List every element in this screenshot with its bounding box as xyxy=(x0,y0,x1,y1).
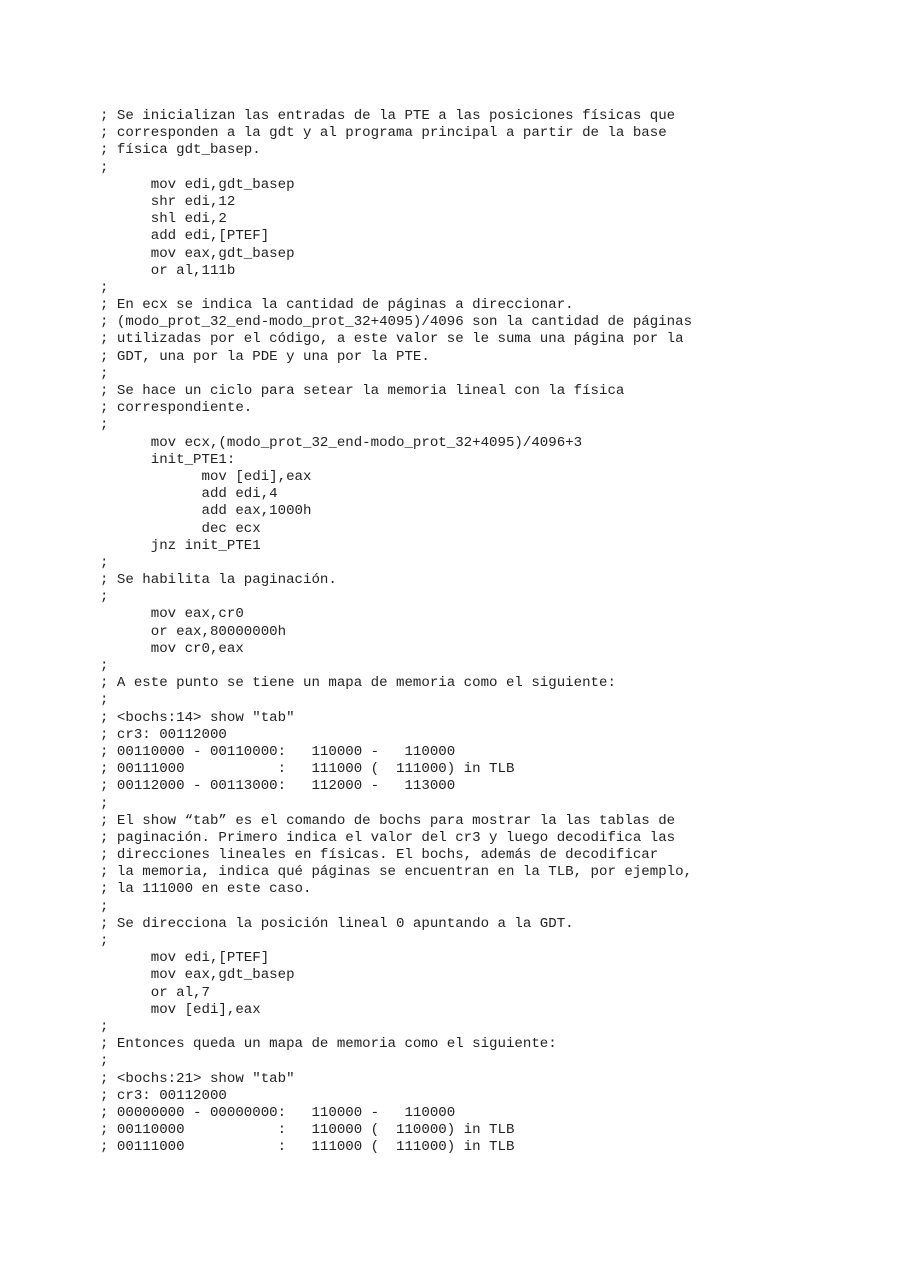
code-line: ; 00112000 - 00113000: 112000 - 113000 xyxy=(100,778,456,795)
code-line: ; En ecx se indica la cantidad de páginas a direccionar. xyxy=(100,297,574,314)
code-line: mov [edi],eax xyxy=(100,468,312,485)
code-line: ; correspondiente. xyxy=(100,400,253,417)
code-line: mov edi,[PTEF] xyxy=(100,950,270,967)
code-line: or al,7 xyxy=(100,984,210,1001)
code-line: shl edi,2 xyxy=(100,211,227,228)
code-line: ; xyxy=(100,365,109,382)
code-line: ; paginación. Primero indica el valor del cr3 y luego decodifica las xyxy=(100,829,676,846)
code-line: ; utilizadas por el código, a este valor se le suma una página por la xyxy=(100,331,684,348)
code-line: ; xyxy=(100,1018,109,1035)
code-line: ; GDT, una por la PDE y una por la PTE. xyxy=(100,348,430,365)
code-line: ; xyxy=(100,692,109,709)
code-line: ; corresponden a la gdt y al programa principal a partir de la base xyxy=(100,125,667,142)
code-line: ; Se habilita la paginación. xyxy=(100,572,337,589)
code-line: ; xyxy=(100,589,109,606)
code-line: ; 00110000 : 110000 ( 110000) in TLB xyxy=(100,1122,515,1139)
code-line: add edi,[PTEF] xyxy=(100,228,270,245)
code-line: ; física gdt_basep. xyxy=(100,142,261,159)
code-line: ; xyxy=(100,658,109,674)
code-line: ; la memoria, indica qué páginas se encuentran en la TLB, por ejemplo, xyxy=(100,864,693,881)
code-line: ; xyxy=(100,1053,109,1070)
code-line: ; cr3: 00112000 xyxy=(100,1087,227,1104)
code-line: mov eax,cr0 xyxy=(100,606,244,623)
code-line: add eax,1000h xyxy=(100,503,312,520)
code-line: ; xyxy=(100,933,109,949)
document-page xyxy=(100,108,880,1156)
code-line: ; 00111000 : 111000 ( 111000) in TLB xyxy=(100,761,515,778)
code-line: mov [edi],eax xyxy=(100,1001,261,1018)
code-line: ; la 111000 en este caso. xyxy=(100,881,312,898)
code-line: ; cr3: 00112000 xyxy=(100,726,227,743)
code-line: ; Se hace un ciclo para setear la memoria lineal con la física xyxy=(100,383,625,399)
code-line: ; Se direcciona la posición lineal 0 apuntando a la GDT. xyxy=(100,915,574,932)
code-line: ; direcciones lineales en físicas. El bochs, además de decodificar xyxy=(100,847,659,864)
code-line: ; xyxy=(100,898,109,915)
code-line: ; Entonces queda un mapa de memoria como el siguiente: xyxy=(100,1036,557,1053)
code-line: ; xyxy=(100,279,109,296)
code-line: mov eax,gdt_basep xyxy=(100,967,295,984)
code-line: ; <bochs:14> show "tab" xyxy=(100,709,295,726)
code-line: ; 00000000 - 00000000: 110000 - 110000 xyxy=(100,1104,456,1121)
code-line: ; 00111000 : 111000 ( 111000) in TLB xyxy=(100,1139,515,1156)
code-line: ; (modo_prot_32_end-modo_prot_32+4095)/4096 son la cantidad de páginas xyxy=(100,314,693,331)
code-line: ; <bochs:21> show "tab" xyxy=(100,1070,295,1087)
code-line: ; xyxy=(100,159,109,176)
code-line: mov ecx,(modo_prot_32_end-modo_prot_32+4095)/4096+3 xyxy=(100,434,583,451)
code-line: ; Se inicializan las entradas de la PTE a las posiciones físicas que xyxy=(100,108,676,124)
code-line: jnz init_PTE1 xyxy=(100,537,261,554)
code-line: or eax,80000000h xyxy=(100,623,287,640)
code-line: or al,111b xyxy=(100,262,236,279)
assembly-code-listing xyxy=(100,108,880,1156)
code-line: ; xyxy=(100,795,109,812)
code-line: mov edi,gdt_basep xyxy=(100,176,295,193)
code-line: ; El show “tab” es el comando de bochs para mostrar la las tablas de xyxy=(100,812,676,829)
code-line: add edi,4 xyxy=(100,486,278,503)
code-line: ; xyxy=(100,554,109,571)
code-line: dec ecx xyxy=(100,520,261,537)
code-line: ; A este punto se tiene un mapa de memoria como el siguiente: xyxy=(100,675,616,692)
code-line: mov eax,gdt_basep xyxy=(100,245,295,262)
code-line: mov cr0,eax xyxy=(100,640,244,657)
code-line: ; 00110000 - 00110000: 110000 - 110000 xyxy=(100,743,456,760)
code-line: ; xyxy=(100,417,109,434)
code-line: init_PTE1: xyxy=(100,451,236,468)
code-line: shr edi,12 xyxy=(100,193,236,210)
